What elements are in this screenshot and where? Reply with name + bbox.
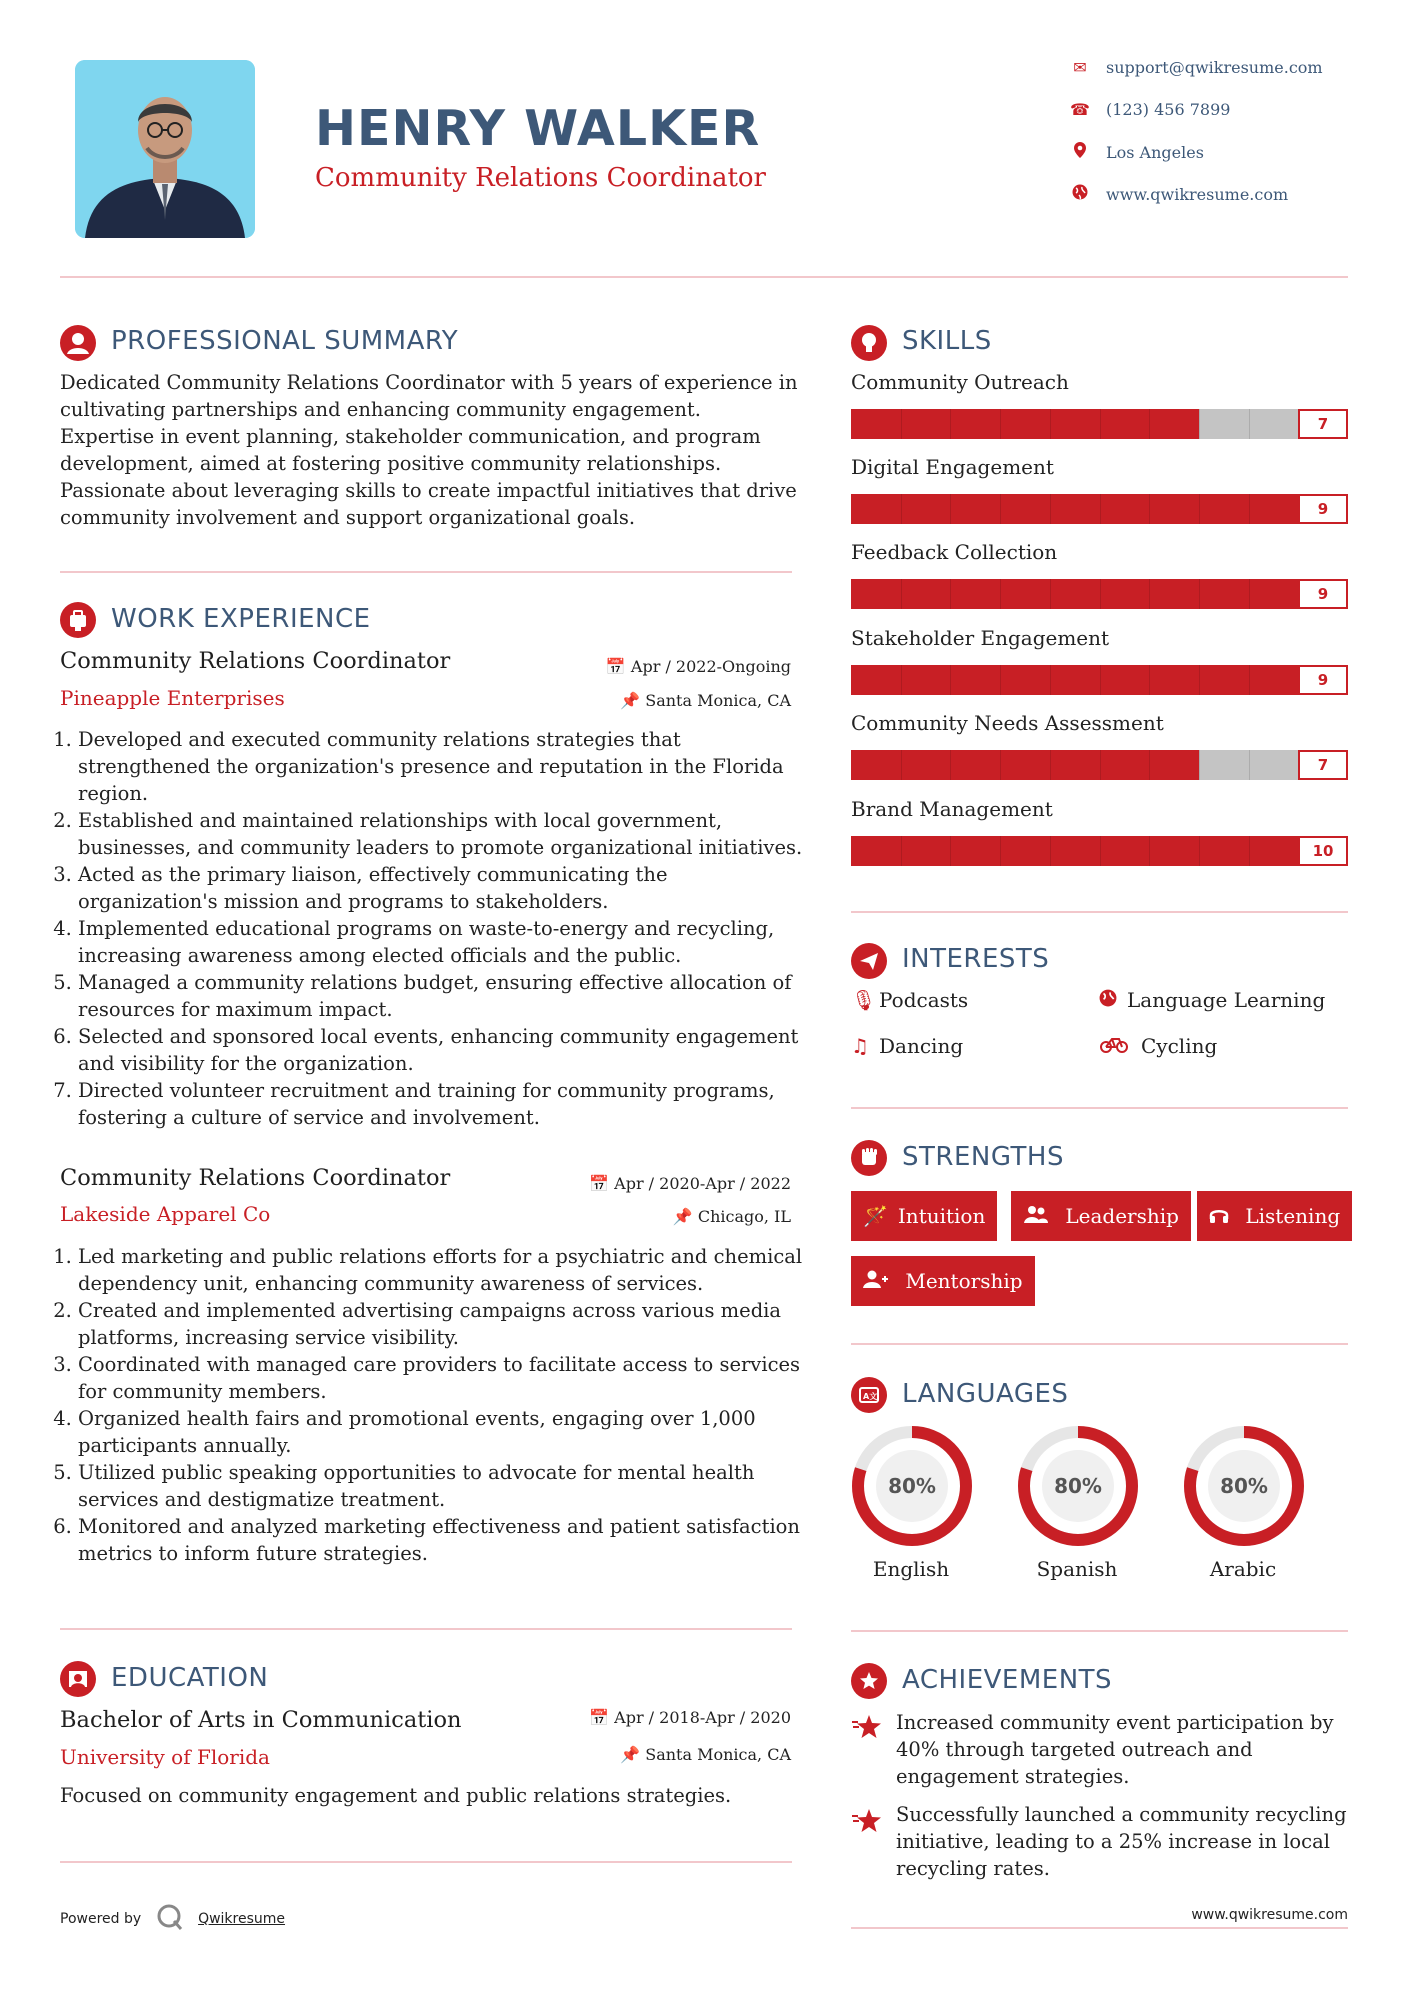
profile-photo: [75, 60, 255, 238]
skill-bar-tick: [1249, 409, 1250, 439]
skill-bar-tick: [950, 665, 951, 695]
interest-dancing: ♫ Dancing: [851, 1034, 964, 1058]
skill-4-name: Stakeholder Engagement: [851, 626, 1110, 650]
list-item: 3. Coordinated with managed care providers to facilitate access to services for community members.: [78, 1351, 813, 1405]
star-icon: [851, 1713, 883, 1745]
microphone-icon: 🎙: [851, 988, 877, 1012]
map-pin-icon: [1070, 142, 1090, 162]
skill-bar-tick: [1199, 836, 1200, 866]
language-name: Spanish: [1036, 1557, 1118, 1581]
summary-divider: [60, 571, 792, 573]
skill-bar-tick: [901, 494, 902, 524]
skill-bar-tick: [1249, 494, 1250, 524]
experience-divider: [60, 1628, 792, 1630]
skill-bar-tick: [1050, 409, 1051, 439]
skill-bar-tick: [901, 579, 902, 609]
skill-3-name: Feedback Collection: [851, 540, 1058, 564]
summary-heading: PROFESSIONAL SUMMARY: [111, 326, 459, 356]
skill-bar-tick: [1050, 836, 1051, 866]
skill-bar-tick: [1000, 409, 1001, 439]
job-2-date: 📅 Apr / 2020-Apr / 2022: [589, 1174, 791, 1193]
interest-language-learning: Language Learning: [1099, 988, 1325, 1012]
list-item: 2. Established and maintained relationships with local government, businesses, and community leaders to promote organizational initiatives.: [78, 807, 813, 861]
skill-bar-tick: [1249, 836, 1250, 866]
qwikresume-link[interactable]: Qwikresume: [198, 1911, 286, 1927]
footer-divider: [851, 1927, 1348, 1929]
job-1-date: 📅 Apr / 2022-Ongoing: [605, 657, 791, 676]
lightbulb-icon: [851, 325, 887, 361]
user-icon: [60, 325, 96, 361]
phone-icon: ☎: [1070, 100, 1090, 119]
skill-bar-tick: [1249, 665, 1250, 695]
interests-divider: [851, 1107, 1348, 1109]
list-item: 5. Managed a community relations budget, ensuring effective allocation of resources for maximum impact.: [78, 969, 813, 1023]
job-1-title: Community Relations Coordinator: [60, 648, 451, 674]
skill-score: 10: [1298, 836, 1348, 866]
education-description: Focused on community engagement and public relations strategies.: [60, 1784, 732, 1807]
interest-podcasts: 🎙 Podcasts: [851, 988, 969, 1012]
skill-bar-tick: [1100, 579, 1101, 609]
skill-score: 9: [1298, 579, 1348, 609]
language-arabic: [1183, 1425, 1305, 1581]
candidate-title: Community Relations Coordinator: [315, 163, 766, 193]
globe-icon: [1099, 988, 1117, 1012]
skill-bar-tick: [1149, 579, 1150, 609]
skill-bar-tick: [1149, 665, 1150, 695]
briefcase-icon: [60, 602, 96, 638]
language-percent: 80%: [888, 1474, 936, 1498]
interest-cycling: Cycling: [1099, 1034, 1217, 1058]
skill-score: 9: [1298, 665, 1348, 695]
skill-score: 9: [1298, 494, 1348, 524]
skill-score: 7: [1298, 750, 1348, 780]
headphones-icon: [1209, 1204, 1235, 1228]
skill-6-name: Brand Management: [851, 797, 1053, 821]
pushpin-icon: 📌: [672, 1207, 693, 1226]
skill-2-name: Digital Engagement: [851, 455, 1054, 479]
paper-plane-icon: [851, 943, 887, 979]
skill-bar-tick: [1050, 579, 1051, 609]
language-spanish: [1017, 1425, 1139, 1581]
skill-bar-fill: [851, 494, 1298, 524]
envelope-icon: ✉: [1073, 58, 1087, 77]
pushpin-icon: 📌: [620, 691, 641, 710]
language-name: Arabic: [1209, 1557, 1277, 1581]
skill-bar-tick: [1050, 665, 1051, 695]
language-percent: 80%: [1054, 1474, 1102, 1498]
list-item: 3. Acted as the primary liaison, effectively communicating the organization's mission and programs to stakeholders.: [78, 861, 813, 915]
globe-icon: [1070, 184, 1090, 204]
skill-bar-tick: [1100, 665, 1101, 695]
job-2-bullets: [60, 1243, 813, 1567]
skill-bar-tick: [1149, 409, 1150, 439]
fist-icon: [851, 1140, 887, 1176]
summary-text: Dedicated Community Relations Coordinator with 5 years of experience in cultivating partnerships and enhancing community engagement. Expertise in event planning, stakeholder communication, and program development, aimed at fostering positive community relationships. Passionate about leveraging skills to create impactful initiatives that drive community involvement and support organizational goals.: [60, 371, 798, 529]
skill-bar-tick: [1000, 494, 1001, 524]
skill-bar: [851, 750, 1348, 780]
education-divider: [60, 1861, 792, 1863]
education-degree: Bachelor of Arts in Communication: [60, 1707, 462, 1733]
job-1-location: 📌 Santa Monica, CA: [620, 691, 791, 710]
skill-bar-tick: [1000, 836, 1001, 866]
skill-bar: [851, 665, 1348, 695]
skill-bar-tick: [1100, 750, 1101, 780]
list-item: 7. Directed volunteer recruitment and training for community programs, fostering a culture of service and involvement.: [78, 1077, 813, 1131]
header-divider: [60, 276, 1348, 278]
user-plus-icon: [863, 1269, 895, 1293]
skill-bar-tick: [901, 409, 902, 439]
calendar-icon: 📅: [589, 1174, 610, 1193]
skill-bar-tick: [1199, 409, 1200, 439]
job-1-bullets: [60, 726, 813, 1131]
contact-email[interactable]: ✉ support@qwikresume.com: [1070, 58, 1323, 77]
skill-bar-tick: [1050, 750, 1051, 780]
contact-phone[interactable]: ☎ (123) 456 7899: [1070, 100, 1231, 119]
language-gauge: [1017, 1425, 1139, 1547]
job-2-company: Lakeside Apparel Co: [60, 1202, 271, 1226]
skills-divider: [851, 911, 1348, 913]
skill-5-name: Community Needs Assessment: [851, 711, 1164, 735]
language-english: [851, 1425, 973, 1581]
languages-heading: LANGUAGES: [902, 1379, 1069, 1409]
education-school: University of Florida: [60, 1745, 270, 1769]
graduate-icon: [60, 1661, 96, 1697]
interests-heading: INTERESTS: [902, 944, 1050, 974]
skill-bar-fill: [851, 750, 1199, 780]
contact-location: Los Angeles: [1070, 142, 1204, 162]
skill-bar: [851, 579, 1348, 609]
experience-heading: WORK EXPERIENCE: [111, 604, 371, 634]
list-item: 4. Organized health fairs and promotional events, engaging over 1,000 participants annually.: [78, 1405, 813, 1459]
strength-mentorship: Mentorship: [851, 1256, 1035, 1306]
education-date: 📅 Apr / 2018-Apr / 2020: [589, 1708, 791, 1727]
music-note-icon: ♫: [851, 1034, 869, 1058]
calendar-icon: 📅: [589, 1708, 610, 1727]
contact-website[interactable]: www.qwikresume.com: [1070, 184, 1288, 204]
skill-1-name: Community Outreach: [851, 370, 1069, 394]
translate-icon: [851, 1377, 887, 1413]
candidate-name: HENRY WALKER: [315, 100, 761, 157]
job-1-company: Pineapple Enterprises: [60, 686, 285, 710]
footer-website[interactable]: www.qwikresume.com: [1191, 1907, 1348, 1923]
skill-bar: [851, 494, 1348, 524]
skill-bar-tick: [1199, 579, 1200, 609]
skill-bar-tick: [901, 665, 902, 695]
skill-bar-tick: [950, 579, 951, 609]
skill-bar-tick: [1100, 494, 1101, 524]
skill-bar: [851, 409, 1348, 439]
star-icon: [851, 1807, 883, 1839]
svg-text:A文: A文: [863, 1392, 878, 1401]
language-name: English: [872, 1557, 950, 1581]
list-item: 1. Led marketing and public relations efforts for a psychiatric and chemical dependency unit, enhancing community awareness of services.: [78, 1243, 813, 1297]
achievement-1: Increased community event participation by 40% through targeted outreach and engagement strategies.: [896, 1711, 1334, 1788]
skill-bar-tick: [901, 836, 902, 866]
skill-bar-tick: [1149, 836, 1150, 866]
skill-bar-fill: [851, 579, 1298, 609]
skill-bar-tick: [1199, 665, 1200, 695]
list-item: 6. Selected and sponsored local events, enhancing community engagement and visibility for the organization.: [78, 1023, 813, 1077]
skill-bar-tick: [1000, 750, 1001, 780]
skill-bar-fill: [851, 665, 1298, 695]
strengths-divider: [851, 1343, 1348, 1345]
users-icon: [1023, 1204, 1055, 1228]
skill-bar-tick: [1149, 750, 1150, 780]
list-item: 4. Implemented educational programs on waste-to-energy and recycling, increasing awareness among elected officials and the public.: [78, 915, 813, 969]
strengths-heading: STRENGTHS: [902, 1142, 1064, 1172]
strength-intuition: 🪄 Intuition: [851, 1191, 997, 1241]
award-icon: [851, 1663, 887, 1699]
list-item: 1. Developed and executed community relations strategies that strengthened the organization's presence and reputation in the Florida region.: [78, 726, 813, 807]
skill-bar-tick: [950, 750, 951, 780]
education-heading: EDUCATION: [111, 1663, 269, 1693]
skill-bar-fill: [851, 409, 1199, 439]
skill-bar-tick: [1199, 494, 1200, 524]
languages-divider: [851, 1630, 1348, 1632]
skill-bar-tick: [1149, 494, 1150, 524]
strength-leadership: Leadership: [1011, 1191, 1191, 1241]
skill-bar-tick: [950, 836, 951, 866]
skill-bar-tick: [1199, 750, 1200, 780]
skill-bar-tick: [1100, 836, 1101, 866]
skill-bar-tick: [901, 750, 902, 780]
list-item: 2. Created and implemented advertising campaigns across various media platforms, increasing service visibility.: [78, 1297, 813, 1351]
bicycle-icon: [1099, 1034, 1131, 1058]
skill-bar-tick: [1100, 409, 1101, 439]
calendar-icon: 📅: [605, 657, 626, 676]
magic-wand-icon: 🪄: [863, 1204, 888, 1228]
achievements-heading: ACHIEVEMENTS: [902, 1665, 1113, 1695]
skills-heading: SKILLS: [902, 326, 992, 356]
language-percent: 80%: [1220, 1474, 1268, 1498]
skill-bar-tick: [1050, 494, 1051, 524]
skill-bar: [851, 836, 1348, 866]
education-location: 📌 Santa Monica, CA: [620, 1745, 791, 1764]
skill-score: 7: [1298, 409, 1348, 439]
powered-by: Powered by Qwikresume: [60, 1903, 285, 1935]
job-2-title: Community Relations Coordinator: [60, 1165, 451, 1191]
skill-bar-tick: [1249, 579, 1250, 609]
strength-listening: Listening: [1197, 1191, 1352, 1241]
job-2-location: 📌 Chicago, IL: [672, 1207, 791, 1226]
skill-bar-tick: [1000, 579, 1001, 609]
qwikresume-logo-icon: [156, 1903, 184, 1935]
pushpin-icon: 📌: [620, 1745, 641, 1764]
skill-bar-tick: [950, 494, 951, 524]
skill-bar-tick: [1249, 750, 1250, 780]
list-item: 5. Utilized public speaking opportunities to advocate for mental health services and destigmatize treatment.: [78, 1459, 813, 1513]
language-gauge: [851, 1425, 973, 1547]
language-gauge: [1183, 1425, 1305, 1547]
achievement-2: Successfully launched a community recycling initiative, leading to a 25% increase in local recycling rates.: [896, 1803, 1347, 1880]
list-item: 6. Monitored and analyzed marketing effectiveness and patient satisfaction metrics to inform future strategies.: [78, 1513, 813, 1567]
skill-bar-tick: [1000, 665, 1001, 695]
skill-bar-tick: [950, 409, 951, 439]
